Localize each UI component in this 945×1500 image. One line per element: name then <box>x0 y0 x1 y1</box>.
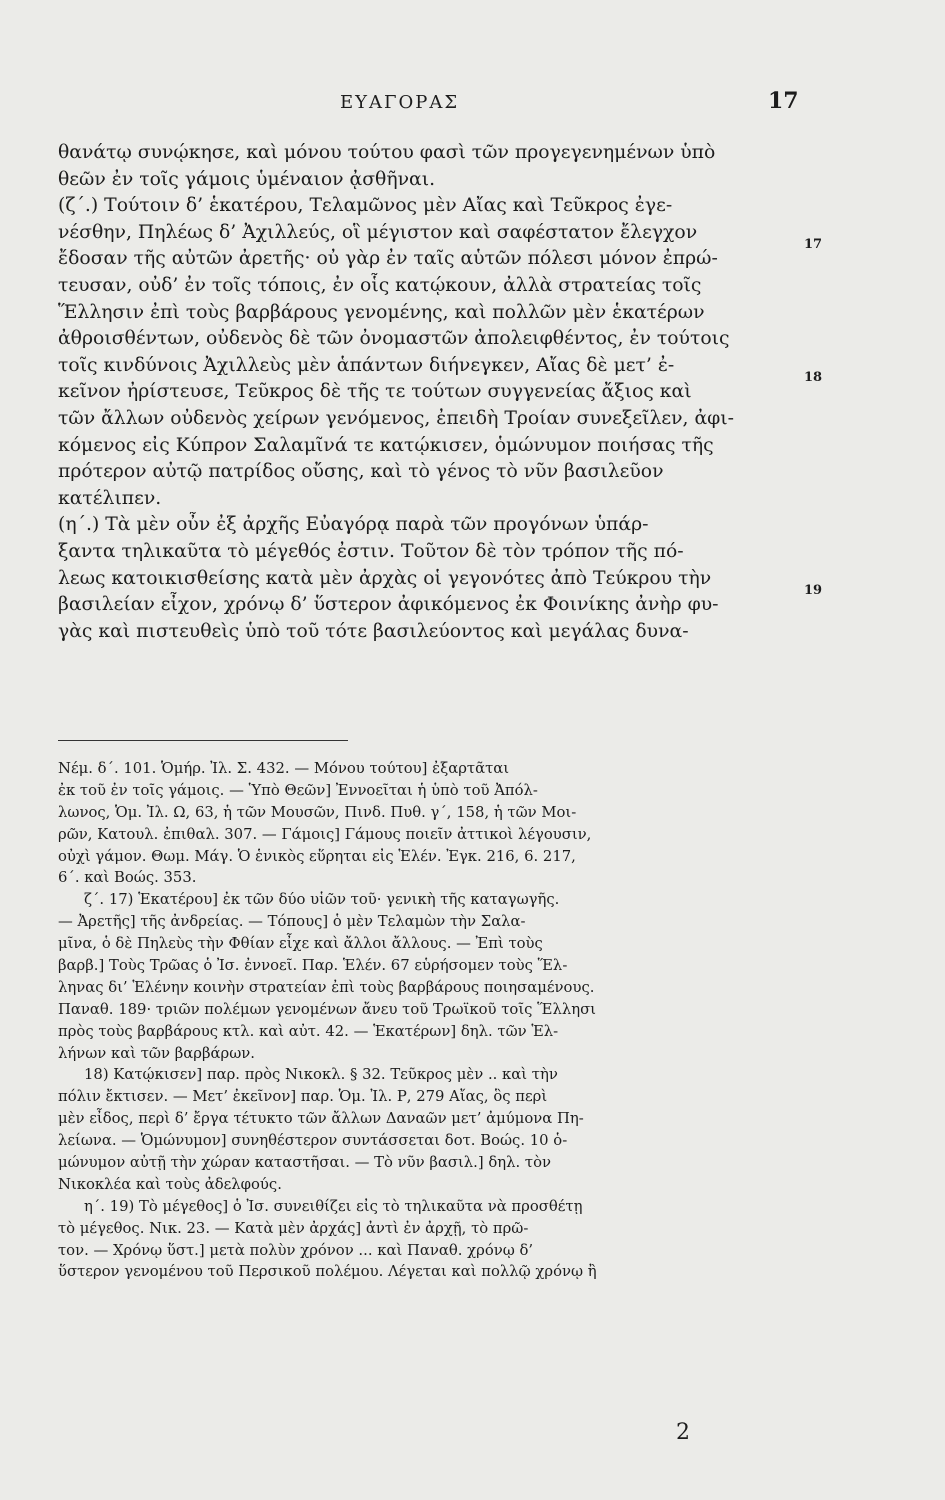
note-line: βαρβ.] Τοὺς Τρῶας ὁ Ἰσ. ἐννοεῖ. Παρ. Ἑλέν. 67 εὑρήσομεν τοὺς Ἕλ- <box>58 957 568 975</box>
note-line: Παναθ. 189· τριῶν πολέμων γενομένων ἄνευ τοῦ Τρωϊκοῦ τοῖς Ἕλλησι <box>58 1000 596 1018</box>
note-line: ἐκ τοῦ ἐν τοῖς γάμοις. — Ὑπὸ Θεῶν] Ἐννοεῖται ἡ ὑπὸ τοῦ Ἀπόλ- <box>58 781 538 799</box>
text-line: θανάτῳ συνῴκησε, καὶ μόνου τούτου φασὶ τῶν προγεγενημένων ὑπὸ <box>58 142 716 163</box>
note-line: τὸ μέγεθος. Νικ. 23. — Κατὰ μὲν ἀρχάς] ἀντὶ ἐν ἀρχῇ, τὸ πρῶ- <box>58 1219 529 1237</box>
note-line: ρῶν, Κατουλ. ἐπιθαλ. 307. — Γάμοις] Γάμους ποιεῖν ἀττικοὶ λέγουσιν, <box>58 825 592 843</box>
section-margin-number: 18 <box>804 370 823 385</box>
text-line: κεῖνον ἠρίστευσε, Τεῦκρος δὲ τῆς τε τούτων συγγενείας ἄξιος καὶ <box>58 381 692 403</box>
text-line: (η΄.) Τὰ μὲν οὖν ἐξ ἀρχῆς Εὐαγόρᾳ παρὰ τῶν προγόνων ὑπάρ- <box>58 514 649 536</box>
note-line: Νικοκλέα καὶ τοὺς ἀδελφούς. <box>58 1175 282 1193</box>
signature-mark: 2 <box>676 1420 690 1445</box>
note-line: ληνας δι’ Ἑλένην κοινὴν στρατείαν ἐπὶ τοὺς βαρβάρους ποιησαμένους. <box>58 978 595 996</box>
note-line: πόλιν ἔκτισεν. — Μετ’ ἐκεῖνον] παρ. Ὁμ. Ἰλ. Ρ, 279 Αἴας, ὃς περὶ <box>58 1088 548 1106</box>
text-line: κατέλιπεν. <box>58 487 162 509</box>
note-line: μὲν εἶδος, περὶ δ’ ἔργα τέτυκτο τῶν ἄλλων Δαναῶν μετ’ ἀμύμονα Πη- <box>58 1110 584 1128</box>
text-line: βασιλείαν εἶχον, χρόνῳ δ’ ὕστερον ἀφικόμενος ἐκ Φοινίκης ἀνὴρ φυ- <box>58 594 719 616</box>
text-line: κόμενος εἰς Κύπρον Σαλαμῖνά τε κατῴκισεν, ὁμώνυμον ποιήσας τῆς <box>58 434 714 456</box>
note-line: μῖνα, ὁ δὲ Πηλεὺς τὴν Φθίαν εἶχε καὶ ἄλλοι ἄλλους. — Ἐπὶ τοὺς <box>58 935 543 953</box>
running-head-title: ΕΥΑΓΟΡΑΣ <box>340 92 460 113</box>
note-line: ζ΄. 17) Ἑκατέρου] ἐκ τῶν δύο υἱῶν τοῦ· γενικὴ τῆς καταγωγῆς. <box>84 891 560 909</box>
text-line: πρότερον αὐτῷ πατρίδος οὔσης, καὶ τὸ γένος τὸ νῦν βασιλεῦον <box>58 461 664 483</box>
footnote-divider <box>58 740 348 741</box>
note-line: οὐχὶ γάμον. Θωμ. Μάγ. Ὁ ἑνικὸς εὕρηται εἰς Ἑλέν. Ἐγκ. 216, 6. 217, <box>58 847 576 865</box>
note-line: λήνων καὶ τῶν βαρβάρων. <box>58 1044 255 1062</box>
note-line: λωνος, Ὁμ. Ἰλ. Ω, 63, ἡ τῶν Μουσῶν, Πινδ. Πυθ. γ΄, 158, ἡ τῶν Μοι- <box>58 803 577 821</box>
note-line: 18) Κατῴκισεν] παρ. πρὸς Νικοκλ. § 32. Τεῦκρος μὲν .. καὶ τὴν <box>84 1066 558 1084</box>
main-text <box>58 140 798 645</box>
note-line: η΄. 19) Τὸ μέγεθος] ὁ Ἰσ. συνειθίζει εἰς τὸ τηλικαῦτα νὰ προσθέτῃ <box>84 1197 583 1215</box>
note-line: μώνυμον αὐτῇ τὴν χώραν καταστῆσαι. — Τὸ νῦν βασιλ.] δηλ. τὸν <box>58 1154 552 1172</box>
text-line: ἀθροισθέντων, οὐδενὸς δὲ τῶν ὀνομαστῶν ἀπολειφθέντος, ἐν τούτοις <box>58 328 730 350</box>
text-line: ἔδοσαν τῆς αὐτῶν ἀρετῆς· οὐ γὰρ ἐν ταῖς αὑτῶν πόλεσι μόνον ἐπρώ- <box>58 248 718 270</box>
note-line: λείωνα. — Ὁμώνυμον] συνηθέστερον συντάσσεται δοτ. Βοώς. 10 ὁ- <box>58 1132 568 1150</box>
note-line: — Ἀρετῆς] τῆς ἀνδρείας. — Τόπους] ὁ μὲν Τελαμὼν τὴν Σαλα- <box>58 913 526 931</box>
text-line: τῶν ἄλλων οὐδενὸς χείρων γενόμενος, ἐπειδὴ Τροίαν συνεξεῖλεν, ἀφι- <box>58 407 734 429</box>
note-line: πρὸς τοὺς βαρβάρους κτλ. καὶ αὐτ. 42. — Ἑκατέρων] δηλ. τῶν Ἑλ- <box>58 1022 559 1040</box>
footnotes <box>58 758 798 1283</box>
section-margin-number: 17 <box>804 237 823 252</box>
note-line: 6΄. καὶ Βοώς. 353. <box>58 869 197 887</box>
text-line: νέσθην, Πηλέως δ’ Ἀχιλλεύς, οἳ μέγιστον καὶ σαφέστατον ἔλεγχον <box>58 221 698 243</box>
text-line: θεῶν ἐν τοῖς γάμοις ὑμέναιον ᾀσθῆναι. <box>58 168 436 190</box>
text-line: ξαντα τηλικαῦτα τὸ μέγεθός ἐστιν. Τοῦτον δὲ τὸν τρόπον τῆς πό- <box>58 540 684 562</box>
text-line: γὰς καὶ πιστευθεὶς ὑπὸ τοῦ τότε βασιλεύοντος καὶ μεγάλας δυνα- <box>58 620 689 642</box>
text-line: λεως κατοικισθείσης κατὰ μὲν ἀρχὰς οἱ γεγονότες ἀπὸ Τεύκρου τὴν <box>58 567 712 589</box>
text-line: τοῖς κινδύνοις Ἀχιλλεὺς μὲν ἁπάντων διήνεγκεν, Αἴας δὲ μετ’ ἐ- <box>58 354 675 376</box>
text-line: Ἕλλησιν ἐπὶ τοὺς βαρβάρους γενομένης, καὶ πολλῶν μὲν ἑκατέρων <box>58 301 705 323</box>
text-line: τευσαν, οὐδ’ ἐν τοῖς τόποις, ἐν οἷς κατῴκουν, ἀλλὰ στρατείας τοῖς <box>58 274 702 296</box>
section-margin-number: 19 <box>804 583 823 598</box>
note-line: ὕστερον γενομένου τοῦ Περσικοῦ πολέμου. Λέγεται καὶ πολλῷ χρόνῳ ἢ <box>58 1263 597 1281</box>
note-line: τον. — Χρόνῳ ὕστ.] μετὰ πολὺν χρόνον ... καὶ Παναθ. χρόνῳ δ’ <box>58 1241 534 1259</box>
note-line: Νέμ. δ΄. 101. Ὁμήρ. Ἰλ. Σ. 432. — Μόνου τούτου] ἐξαρτᾶται <box>58 760 510 777</box>
page-number: 17 <box>768 88 799 114</box>
text-line: (ζ΄.) Τούτοιν δ’ ἑκατέρου, Τελαμῶνος μὲν Αἴας καὶ Τεῦκρος ἐγε- <box>58 195 673 217</box>
